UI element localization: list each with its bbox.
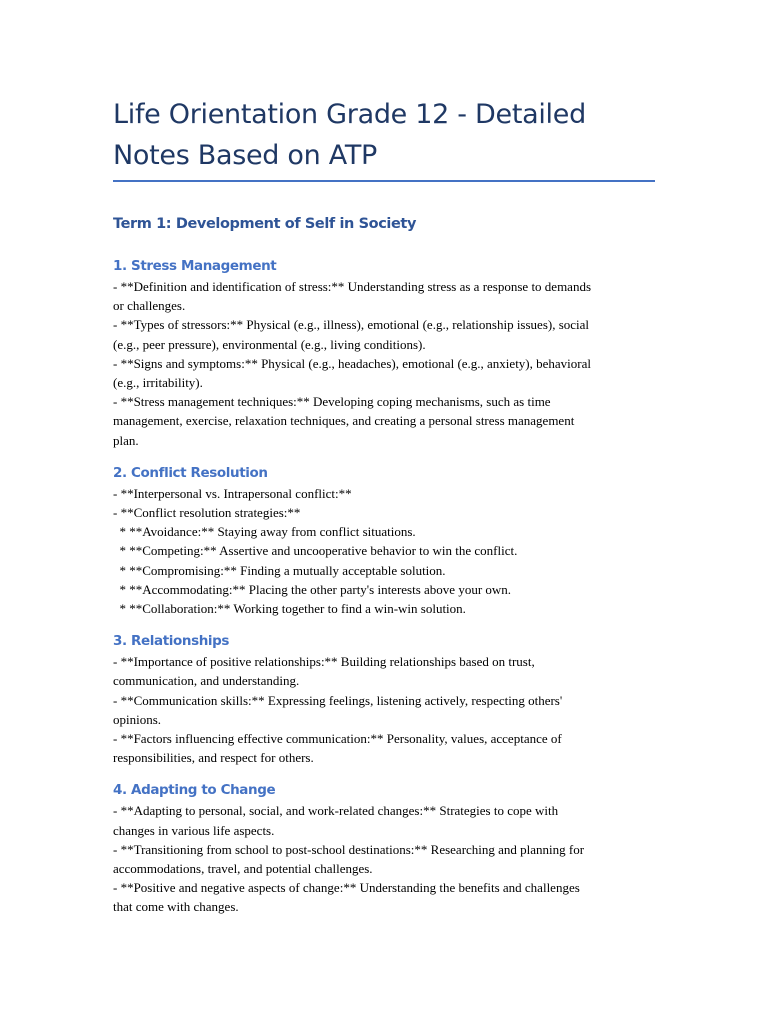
section-adapting-to-change: [113, 780, 655, 916]
text-line: - **Positive and negative aspects of change:** Understanding the benefits and challenges: [113, 880, 580, 896]
section-heading: 4. Adapting to Change: [113, 782, 276, 799]
text-line: - **Interpersonal vs. Intrapersonal conflict:**: [113, 485, 352, 501]
text-line: - **Signs and symptoms:** Physical (e.g., headaches), emotional (e.g., anxiety), behavioral: [113, 355, 591, 371]
text-line: responsibilities, and respect for others.: [113, 750, 314, 766]
text-line: - **Stress management techniques:** Developing coping mechanisms, such as time: [113, 394, 551, 410]
text-line: (e.g., irritability).: [113, 375, 203, 391]
text-line: - **Communication skills:** Expressing feelings, listening actively, respecting others': [113, 692, 563, 708]
text-line: - **Conflict resolution strategies:**: [113, 505, 301, 521]
text-line: or challenges.: [113, 298, 186, 314]
section-heading: 2. Conflict Resolution: [113, 464, 268, 481]
text-line: * **Avoidance:** Staying away from conflict situations.: [113, 524, 416, 540]
term-heading: Term 1: Development of Self in Society: [113, 216, 417, 232]
text-line: * **Collaboration:** Working together to find a win-win solution.: [113, 601, 466, 617]
text-line: - **Types of stressors:** Physical (e.g., illness), emotional (e.g., relationship issues), social: [113, 317, 590, 333]
text-line: changes in various life aspects.: [113, 822, 275, 838]
text-line: plan.: [113, 432, 139, 448]
title-line-1: Life Orientation Grade 12 - Detailed: [113, 99, 586, 130]
section-text: [113, 801, 655, 916]
title-divider: [113, 180, 655, 182]
text-line: (e.g., peer pressure), environmental (e.g., living conditions).: [113, 336, 426, 352]
text-line: communication, and understanding.: [113, 673, 300, 689]
section-relationships: [113, 631, 655, 767]
text-line: management, exercise, relaxation techniques, and creating a personal stress management: [113, 413, 575, 429]
section-heading: 1. Stress Management: [113, 258, 277, 274]
text-line: - **Definition and identification of stress:** Understanding stress as a response to demands: [113, 279, 592, 294]
text-line: - **Importance of positive relationships:** Building relationships based on trust,: [113, 654, 535, 670]
section-conflict-resolution: [113, 463, 655, 618]
text-line: accommodations, travel, and potential challenges.: [113, 861, 373, 877]
text-line: * **Compromising:** Finding a mutually acceptable solution.: [113, 562, 446, 578]
document-body: [113, 213, 655, 930]
section-heading: 3. Relationships: [113, 633, 230, 650]
section-text: [113, 277, 655, 450]
section-stress-management: [113, 256, 655, 450]
text-line: - **Adapting to personal, social, and work-related changes:** Strategies to cope with: [113, 803, 559, 819]
title-line-2: Notes Based on ATP: [113, 140, 377, 171]
text-line: - **Transitioning from school to post-school destinations:** Researching and planning for: [113, 841, 585, 857]
text-line: * **Competing:** Assertive and uncooperative behavior to win the conflict.: [113, 543, 518, 559]
section-text: [113, 484, 655, 618]
text-line: opinions.: [113, 711, 162, 727]
document-title: [113, 94, 673, 176]
section-text: [113, 652, 655, 767]
text-line: that come with changes.: [113, 899, 239, 915]
text-line: - **Factors influencing effective communication:** Personality, values, acceptance of: [113, 731, 562, 747]
text-line: * **Accommodating:** Placing the other party's interests above your own.: [113, 581, 512, 597]
